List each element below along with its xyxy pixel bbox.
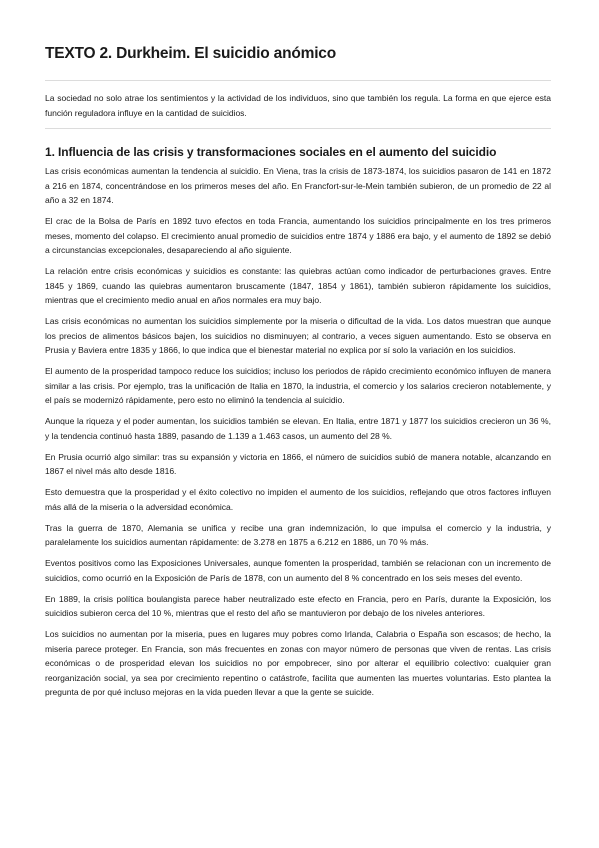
paragraph: La relación entre crisis económicas y suicidios es constante: las quiebras actúan como indicador de perturbaciones graves. Entre 1845 y 1869, cuando las quiebras aumentaron bruscamente (1847, 1854 y 1861), también subieron rápidamente los suicidios, mientras que el crecimiento medio anual en años normales era muy bajo. xyxy=(45,266,551,305)
paragraph: El crac de la Bolsa de París en 1892 tuvo efectos en toda Francia, aumentando los suicidios principalmente en los tres primeros meses, momento del colapso. El crecimiento anual promedio de suicidios entre 1874 y 1886 era bajo, y el aumento de 1892 se debió a circunstancias excepcionales, desapareciendo al año siguiente. xyxy=(45,216,551,255)
section-title: 1. Influencia de las crisis y transformaciones sociales en el aumento del suicidio xyxy=(45,145,497,159)
intro-paragraph: La sociedad no solo atrae los sentimientos y la actividad de los individuos, sino que también los regula. La forma en que ejerce esta función reguladora influye en la cantidad de suicidios. xyxy=(45,93,551,118)
intro-divider xyxy=(45,128,551,129)
paragraph: El aumento de la prosperidad tampoco reduce los suicidios; incluso los periodos de rápido crecimiento económico influyen de manera similar a las crisis. Por ejemplo, tras la unificación de Italia en 1870, la industria, el comercio y los salarios crecieron notablemente, y el país se modernizó rápidamente, pero esto no eliminó la tendencia al suicidio. xyxy=(45,366,551,405)
paragraph: En 1889, la crisis política boulangista parece haber neutralizado este efecto en Francia, pero en París, durante la Exposición, los suicidios subieron cerca del 10 %, mientras que el resto del año se mantuvieron por debajo de los niveles anteriores. xyxy=(45,593,551,618)
paragraph: Las crisis económicas no aumentan los suicidios simplemente por la miseria o dificultad de la vida. Los datos muestran que aunque los precios de alimentos básicos bajen, los suicidios no disminuyen; al contrario, a veces siguen aumentando. Esto se observa en Prusia y Baviera entre 1835 y 1866, lo que indica que el bienestar material no explica por sí solo la variación en los suicidios. xyxy=(45,316,551,355)
title-divider xyxy=(45,80,551,81)
paragraph: Tras la guerra de 1870, Alemania se unifica y recibe una gran indemnización, lo que impulsa el comercio y la industria, y paralelamente los suicidios aumentan rápidamente: de 3.278 en 1875 a 6.212 en 1886, un 70 % más. xyxy=(45,522,551,547)
document-title: TEXTO 2. Durkheim. El suicidio anómico xyxy=(45,45,336,62)
paragraph: Eventos positivos como las Exposiciones Universales, aunque fomenten la prosperidad, también se relacionan con un incremento de suicidios, como ocurrió en la Exposición de París de 1878, con un aumento del 8 % concentrado en los seis meses del evento. xyxy=(45,558,551,583)
paragraph: Esto demuestra que la prosperidad y el éxito colectivo no impiden el aumento de los suicidios, reflejando que otros factores influyen más allá de la miseria o la adversidad económica. xyxy=(45,487,551,512)
paragraph: Las crisis económicas aumentan la tendencia al suicidio. En Viena, tras la crisis de 1873-1874, los suicidios pasaron de 141 en 1872 a 216 en 1874, concentrándose en los primeros meses del año. En Francfort-sur-le-Mein también subieron, de un promedio de 22 al año a 32 en 1874. xyxy=(45,166,551,205)
paragraph: Los suicidios no aumentan por la miseria, pues en lugares muy pobres como Irlanda, Calabria o España son escasos; de hecho, la miseria parece proteger. En Francia, son más frecuentes en zonas con mayor número de personas que viven de rentas. Las crisis económicas o de prosperidad elevan los suicidios no por empobrecer, sino por alterar el equilibrio colectivo: cualquier gran reorganización social, ya sea por crecimiento repentino o catástrofe, facilita que aumenten las muertes voluntarias. Esto plantea la pregunta de por qué incluso mejoras en la vida pueden llevar a que la gente se suicide. xyxy=(45,629,551,697)
paragraph: En Prusia ocurrió algo similar: tras su expansión y victoria en 1866, el número de suicidios subió de manera notable, alcanzando en 1867 el nivel más alto desde 1816. xyxy=(45,451,551,476)
paragraph: Aunque la riqueza y el poder aumentan, los suicidios también se elevan. En Italia, entre 1871 y 1877 los suicidios crecieron un 36 %, y la tendencia continuó hasta 1889, pasando de 1.139 a 1.463 casos, un aumento del 28 %. xyxy=(45,416,551,441)
section-body xyxy=(45,164,551,700)
